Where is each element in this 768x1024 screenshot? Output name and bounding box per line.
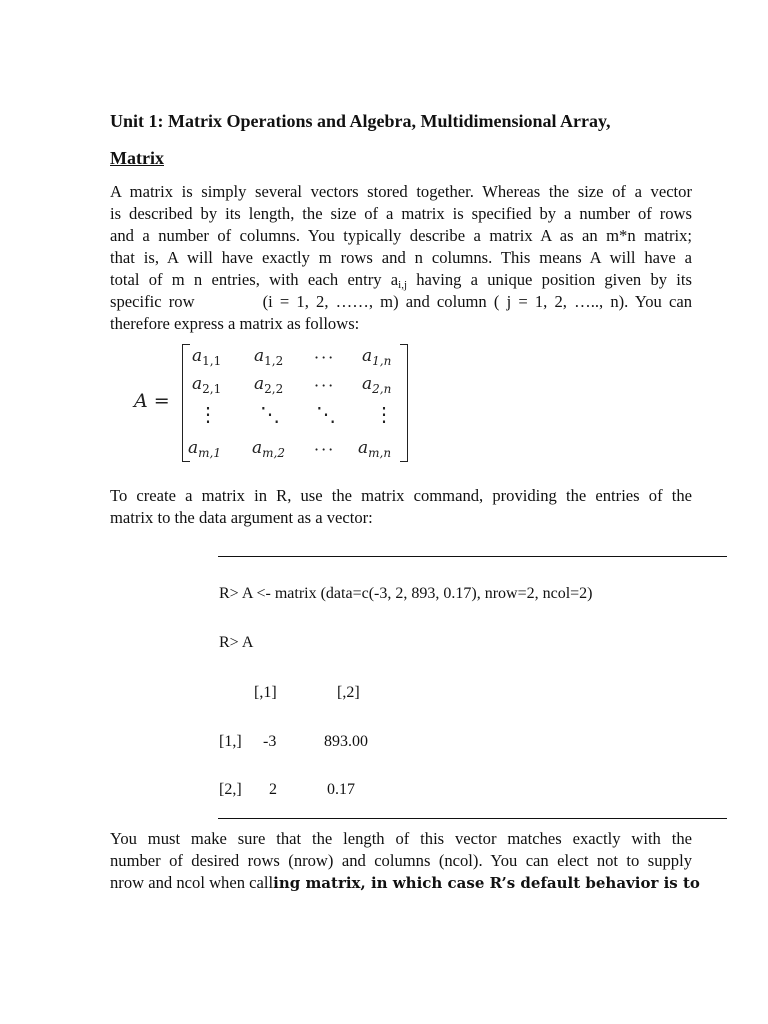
matrix-vdots: ⋮	[198, 402, 220, 426]
matrix-vdots: ⋮	[374, 402, 396, 426]
text-fragment: specific row	[110, 292, 195, 311]
matrix-cell: $a_{m,2}$	[252, 438, 285, 460]
matrix-ddots: ⋱	[316, 402, 338, 426]
matrix-hdots: ···	[314, 440, 336, 459]
text-line: number of desired rows (nrow) and columns (ncol). You can elect not to supply	[110, 851, 692, 870]
text-line: that is, A will have exactly m rows and n columns. This means A will have a	[110, 248, 692, 267]
matrix-figure	[134, 340, 424, 464]
text-fragment-bold: ing matrix, in which case R’s default behavior is to	[273, 874, 700, 892]
section-heading-matrix: Matrix	[110, 148, 164, 168]
output-row-label-1: [1,]	[219, 733, 242, 750]
output-col-header-2: [,2]	[337, 684, 360, 701]
text-line: is described by its length, the size of a matrix is specified by a number of rows	[110, 204, 692, 223]
matrix-cell: $a_{m,n}$	[358, 438, 392, 460]
text-line	[110, 291, 692, 313]
text-line	[110, 872, 700, 894]
paragraph-create-matrix	[110, 485, 692, 529]
unit-heading: Unit 1: Matrix Operations and Algebra, Multidimensional Array,	[110, 111, 611, 131]
code-box-top-rule	[218, 556, 727, 557]
code-line-matrix-command: R> A <- matrix (data=c(-3, 2, 893, 0.17), nrow=2, ncol=2)	[219, 585, 593, 602]
matrix-hdots: ···	[314, 348, 336, 367]
text-fragment: nrow and ncol when call	[110, 873, 274, 892]
text-line: You must make sure that the length of this vector matches exactly with the	[110, 829, 692, 848]
code-line-print-a: R> A	[219, 634, 254, 651]
output-cell: -3	[263, 733, 277, 750]
text-line: and a number of columns. You typically describe a matrix A as an m*n matrix;	[110, 226, 692, 245]
output-row-label-2: [2,]	[219, 781, 242, 798]
text-line: To create a matrix in R, use the matrix command, providing the entries of the	[110, 486, 692, 505]
matrix-hdots: ···	[314, 376, 336, 395]
paragraph-vector-length	[110, 828, 700, 894]
text-fragment: having a unique position given by its	[407, 270, 692, 289]
matrix-cell: $a_{1,2}$	[254, 346, 284, 368]
paragraph-matrix-intro	[110, 181, 692, 335]
output-col-header-1: [,1]	[254, 684, 277, 701]
matrix-label: A =	[134, 390, 170, 412]
matrix-cell: $a_{1,n}$	[362, 346, 392, 368]
matrix-cell: $a_{m,1}$	[188, 438, 221, 460]
subscript: i,j	[398, 279, 408, 291]
text-line: matrix to the data argument as a vector:	[110, 508, 373, 527]
right-bracket	[400, 344, 408, 462]
code-box-bottom-rule	[218, 818, 727, 819]
matrix-cell: $a_{2,2}$	[254, 374, 284, 396]
matrix-cell: $a_{2,n}$	[362, 374, 392, 396]
output-cell: 893.00	[324, 733, 368, 750]
text-fragment: (i = 1, 2, ……, m) and column ( j = 1, 2, ….., n). You can	[262, 292, 692, 311]
text-fragment: total of m n entries, with each entry a	[110, 270, 399, 289]
text-line: therefore express a matrix as follows:	[110, 314, 360, 333]
output-cell: 2	[269, 781, 277, 798]
output-cell: 0.17	[327, 781, 355, 798]
text-line	[110, 269, 692, 291]
matrix-cell: $a_{2,1}$	[192, 374, 222, 396]
matrix-cell: $a_{1,1}$	[192, 346, 222, 368]
text-line: A matrix is simply several vectors stored together. Whereas the size of a vector	[110, 182, 692, 201]
matrix-ddots: ⋱	[260, 402, 282, 426]
